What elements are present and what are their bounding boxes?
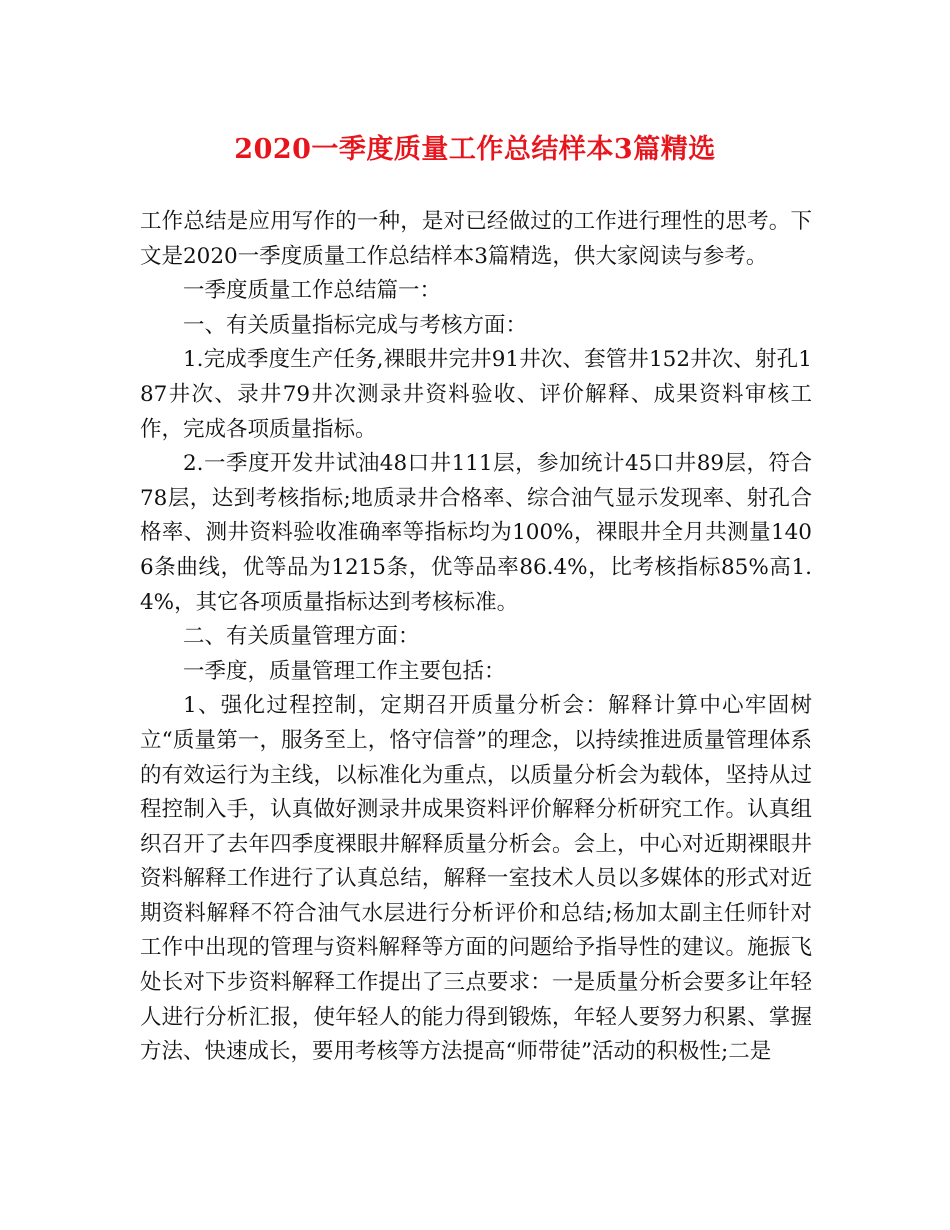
document-title: 2020一季度质量工作总结样本3篇精选: [234, 134, 716, 165]
intro-paragraph: 工作总结是应用写作的一种，是对已经做过的工作进行理性的思考。下文是2020一季度质量工作总结样本3篇精选，供大家阅读与参考。: [140, 209, 812, 269]
section-heading-part-one: 一季度质量工作总结篇一：: [183, 278, 442, 304]
subheading-quality-indicators: 一、有关质量指标完成与考核方面：: [183, 312, 528, 338]
paragraph-item-2: 2.一季度开发井试油48口井111层，参加统计45口井89层，符合78层，达到考核指标;地质录井合格率、综合油气显示发现率、射孔合格率、测井资料验收准确率等指标均为100%，裸眼井全月共测量1406条曲线，优等品为1215条，优等品率86.4%，比考核指标85%高1.4%，其它各项质量指标达到考核标准。: [140, 451, 812, 615]
paragraph-item-1: 1.完成季度生产任务,裸眼井完井91井次、套管井152井次、射孔187井次、录井79井次测录井资料验收、评价解释、成果资料审核工作，完成各项质量指标。: [140, 347, 812, 442]
paragraph-process-control: 1、强化过程控制，定期召开质量分析会：解释计算中心牢固树立“质量第一，服务至上，恪守信誉”的理念，以持续推进质量管理体系的有效运行为主线，以标准化为重点，以质量分析会为载体，坚持从过程控制入手，认真做好测录井成果资料评价解释分析研究工作。认真组织召开了去年四季度裸眼井解释质量分析会。会上，中心对近期裸眼井资料解释工作进行了认真总结，解释一室技术人员以多媒体的形式对近期资料解释不符合油气水层进行分析评价和总结;杨加太副主任师针对工作中出现的管理与资料解释等方面的问题给予指导性的建议。施振飞处长对下步资料解释工作提出了三点要求：一是质量分析会要多让年轻人进行分析汇报，使年轻人的能力得到锻炼，年轻人要努力积累、掌握方法、快速成长，要用考核等方法提高“师带徒”活动的积极性;二是: [140, 693, 812, 1065]
subheading-quality-management: 二、有关质量管理方面：: [183, 624, 420, 650]
document-body: [140, 205, 812, 1070]
paragraph-q1-summary: 一季度，质量管理工作主要包括：: [183, 658, 506, 684]
